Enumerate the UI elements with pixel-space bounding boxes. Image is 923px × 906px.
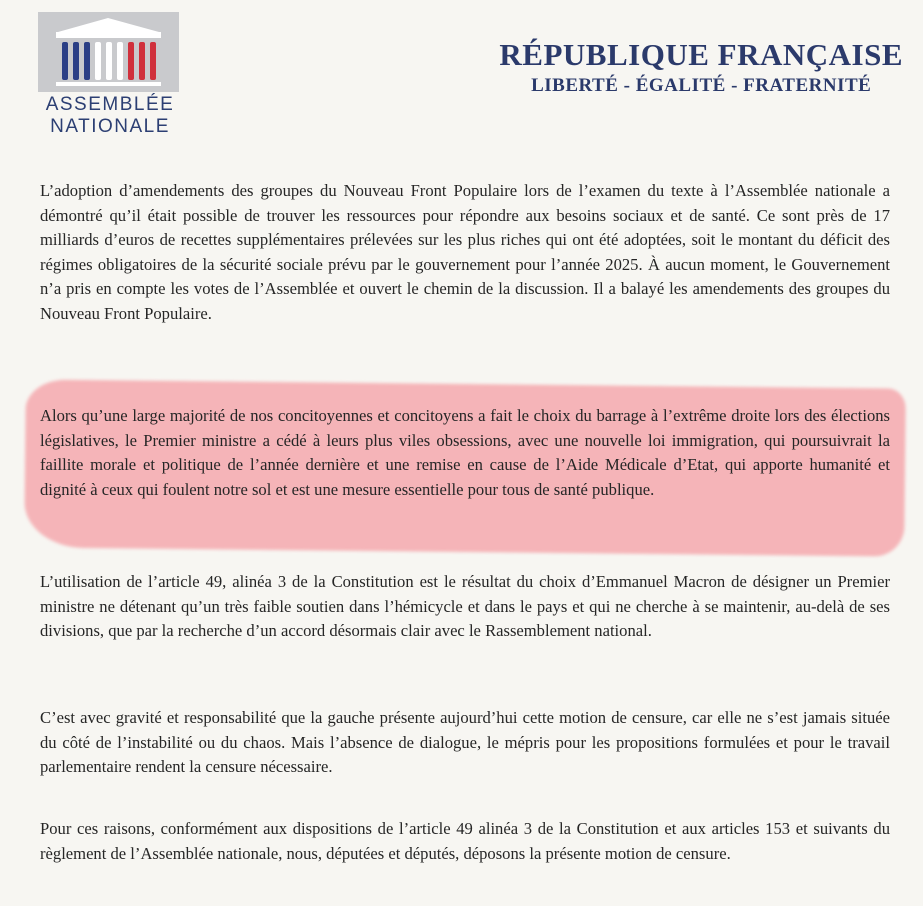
logo-text <box>38 94 182 138</box>
republic-title: RÉPUBLIQUE FRANÇAISE <box>499 37 903 72</box>
paragraph-highlighted: Alors qu’une large majorité de nos concitoyennes et concitoyens a fait le choix du barrage à l’extrême droite lors des élections législatives, le Premier ministre a cédé à leurs plus viles obsessions, avec une nouvelle loi immigration, qui poursuivrait la faillite morale et politique de l’année dernière et une remise en cause de l’Aide Médicale d’Etat, qui apporte humanité et dignité à ceux qui foulent notre sol et est une mesure essentielle pour tous de santé publique. <box>40 406 890 499</box>
hemicycle-icon <box>38 12 179 92</box>
republic-header <box>499 38 903 98</box>
assemblee-nationale-logo <box>38 12 182 140</box>
logo-line-assemblee: ASSEMBLÉE <box>45 94 175 115</box>
paragraph: L’adoption d’amendements des groupes du Nouveau Front Populaire lors de l’examen du texte à l’Assemblée nationale a démontré qu’il était possible de trouver les ressources pour répondre aux besoins sociaux et de santé. Ce sont près de 17 milliards d’euros de recettes supplémentaires prélevées sur les plus riches qui ont été adoptées, soit le montant du déficit des régimes obligatoires de la sécurité sociale prévu par le gouvernement pour l’année 2025. À aucun moment, le Gouvernement n’a pris en compte les votes de l’Assemblée et ouvert le chemin de la discussion. Il a balayé les amendements des groupes du Nouveau Front Populaire. <box>40 181 890 323</box>
paragraph: C’est avec gravité et responsabilité que la gauche présente aujourd’hui cette motion de censure, car elle ne s’est jamais située du côté de l’instabilité ou du chaos. Mais l’absence de dialogue, le mépris pour les propositions formulées et pour le travail parlementaire rendent la censure nécessaire. <box>40 708 890 777</box>
paragraph: L’utilisation de l’article 49, alinéa 3 de la Constitution est le résultat du choix d’Emmanuel Macron de désigner un Premier ministre ne détenant qu’un très faible soutien dans l’hémicycle et dans le pays et qui ne cherche à se maintenir, au-delà de ses divisions, que par la recherche d’un accord désormais clair avec le Rassemblement national. <box>40 572 890 641</box>
logo-line-nationale: NATIONALE <box>50 116 170 137</box>
republic-motto: LIBERTÉ - ÉGALITÉ - FRATERNITÉ <box>531 75 872 96</box>
paragraph: Pour ces raisons, conformément aux dispositions de l’article 49 alinéa 3 de la Constitution et aux articles 153 et suivants du règlement de l’Assemblée nationale, nous, députées et députés, déposons la présente motion de censure. <box>40 819 890 863</box>
hemicycle-emblem <box>38 12 179 92</box>
